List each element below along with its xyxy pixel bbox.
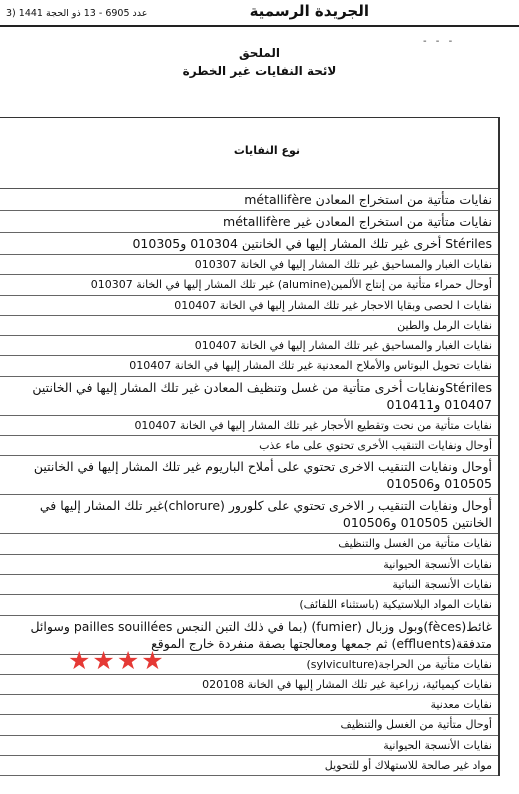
scan-tick-marks: - - - xyxy=(423,36,456,47)
gazette-header xyxy=(0,0,519,26)
table-row: نفايات كيميائية، زراعية غير تلك المشار إليها في الخانة 020108 xyxy=(0,675,498,695)
table-row: أوحال حمراء متأتية من إنتاج الألمين(alumine) غير تلك المشار إليها في الخانة 010307 xyxy=(0,275,498,295)
table-row: نفايات متأتية من الغسل والتنظيف xyxy=(0,534,498,554)
table-row: نفايات الأنسجة الحيوانية xyxy=(0,555,498,575)
table-row: Stérilesونفايات أخرى متأتية من غسل وتنظيف المعادن غير تلك المشار إليها في الخانتين 010407 و010411 xyxy=(0,377,498,416)
table-row: نفايات المواد البلاستيكية (باستثناء اللفائف) xyxy=(0,595,498,615)
table-row: أوحال ونفايات التنقيب ر الاخرى تحتوي على كلورور (chlorure)غير تلك المشار إليها في الخانتين 010505 و010506 xyxy=(0,495,498,534)
column-header-waste-type: نوع النفايات xyxy=(233,144,300,157)
table-row: مواد غير صالحة للاستهلاك أو للتحويل xyxy=(0,756,498,776)
table-row: نفايات تحويل البوتاس والأملاح المعدنية غير تلك المشار إليها في الخانة 010407 xyxy=(0,356,498,376)
table-row: نفايات الرمل والطين xyxy=(0,316,498,336)
header-rule xyxy=(0,25,519,27)
table-row: Stériles أخرى غير تلك المشار إليها في الخانتين 010304 و010305 xyxy=(0,233,498,255)
table-row: نفايات الغبار والمساحيق غير تلك المشار إليها في الخانة 010407 xyxy=(0,336,498,356)
table-row: نفايات متأتية من استخراج المعادن غير métallifère xyxy=(0,211,498,233)
annex-label: الملحق xyxy=(238,46,281,60)
table-row: نفايات متأتية من نحت وتقطيع الأحجار غير تلك المشار إليها في الخانة 010407 xyxy=(0,416,498,436)
redaction-stars: ★★★★ xyxy=(68,646,166,675)
table-header xyxy=(0,118,498,189)
table-row: نفايات معدنية xyxy=(0,695,498,715)
table-row: نفايات ا لحصى وبقايا الاحجار غير تلك المشار إليها في الخانة 010407 xyxy=(0,296,498,316)
table-row: أوحال ونفايات التنقيب الاخرى تحتوي على أملاح الباريوم غير تلك المشار إليها في الخانتين 010505 و010506 xyxy=(0,456,498,495)
table-row: نفايات متأتية من الحراجة(sylviculture) xyxy=(0,655,498,675)
table-row: نفايات متأتية من استخراج المعادن métallifère xyxy=(0,189,498,211)
list-title: لائحة النفايات غير الخطرة xyxy=(182,64,337,78)
table-row: أوحال ونفايات التنقيب الأخرى تحتوي على ماء عذب xyxy=(0,436,498,456)
table-body xyxy=(0,189,498,776)
table-row: نفايات الغبار والمساحيق غير تلك المشار إليها في الخانة 010307 xyxy=(0,255,498,275)
table-row: نفايات الأنسجة الحيوانية xyxy=(0,736,498,756)
gazette-title: الجريدة الرسمية xyxy=(249,2,369,20)
table-row: أوحال متأتية من الغسل والتنظيف xyxy=(0,715,498,735)
table-row: غائط(fèces)وبول وزبال (fumier) (بما في ذلك التبن النجس pailles souillées وسوائل متدفقة(effluents) ثم جمعها ومعالجتها بصفة منفردة خارج الموقع xyxy=(0,616,498,655)
issue-info: عدد 6905 - 13 ذو الحجة 1441 (3 xyxy=(6,8,148,19)
waste-table xyxy=(0,117,500,776)
table-row: نفايات الأنسجة النباتية xyxy=(0,575,498,595)
